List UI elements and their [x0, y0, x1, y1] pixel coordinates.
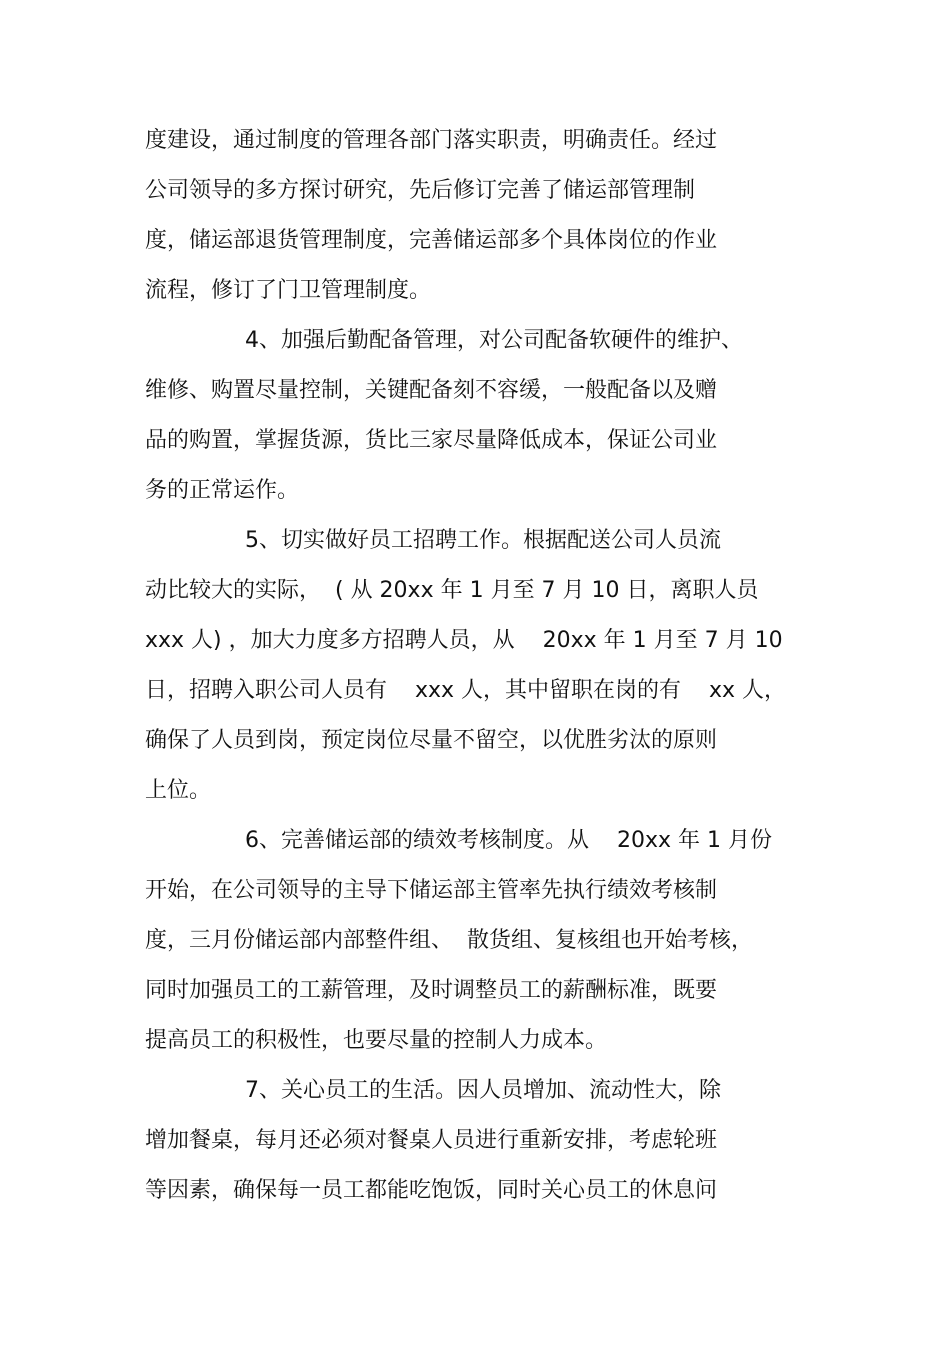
text-line: 维修、购置尽量控制，关键配备刻不容缓，一般配备以及赠 — [145, 378, 718, 403]
text-line: xxx 人) ，加大力度多方招聘人员，从 20xx 年 1 月至 7 月 10 — [145, 628, 783, 653]
text-line: 确保了人员到岗，预定岗位尽量不留空，以优胜劣汰的原则 — [145, 728, 718, 753]
paragraph-start-line: 5、切实做好员工招聘工作。根据配送公司人员流 — [245, 528, 721, 553]
text-line: 增加餐桌，每月还必须对餐桌人员进行重新安排，考虑轮班 — [145, 1128, 718, 1153]
text-line: 务的正常运作。 — [145, 478, 300, 503]
text-line: 开始，在公司领导的主导下储运部主管率先执行绩效考核制 — [145, 878, 718, 903]
text-line: 度，储运部退货管理制度，完善储运部多个具体岗位的作业 — [145, 228, 718, 253]
paragraph-start-line: 6、完善储运部的绩效考核制度。从 20xx 年 1 月份 — [245, 828, 772, 853]
text-line: 等因素，确保每一员工都能吃饱饭，同时关心员工的休息问 — [145, 1178, 718, 1203]
text-line: 提高员工的积极性，也要尽量的控制人力成本。 — [145, 1028, 608, 1053]
text-line: 动比较大的实际， ( 从 20xx 年 1 月至 7 月 10 日，离职人员 — [145, 578, 759, 603]
text-line: 上位。 — [145, 778, 212, 803]
text-line: 同时加强员工的工薪管理，及时调整员工的薪酬标准，既要 — [145, 978, 718, 1003]
text-line: 度建设，通过制度的管理各部门落实职责，明确责任。经过 — [145, 128, 718, 153]
text-line: 流程，修订了门卫管理制度。 — [145, 278, 432, 303]
text-line: 度，三月份储运部内部整件组、 散货组、复核组也开始考核， — [145, 928, 753, 953]
text-line: 日，招聘入职公司人员有 xxx 人，其中留职在岗的有 xx 人， — [145, 678, 787, 703]
paragraph-start-line: 4、加强后勤配备管理，对公司配备软硬件的维护、 — [245, 328, 743, 353]
text-line: 品的购置，掌握货源，货比三家尽量降低成本，保证公司业 — [145, 428, 718, 453]
text-line: 公司领导的多方探讨研究，先后修订完善了储运部管理制 — [145, 178, 696, 203]
paragraph-start-line: 7、关心员工的生活。因人员增加、流动性大，除 — [245, 1078, 721, 1103]
